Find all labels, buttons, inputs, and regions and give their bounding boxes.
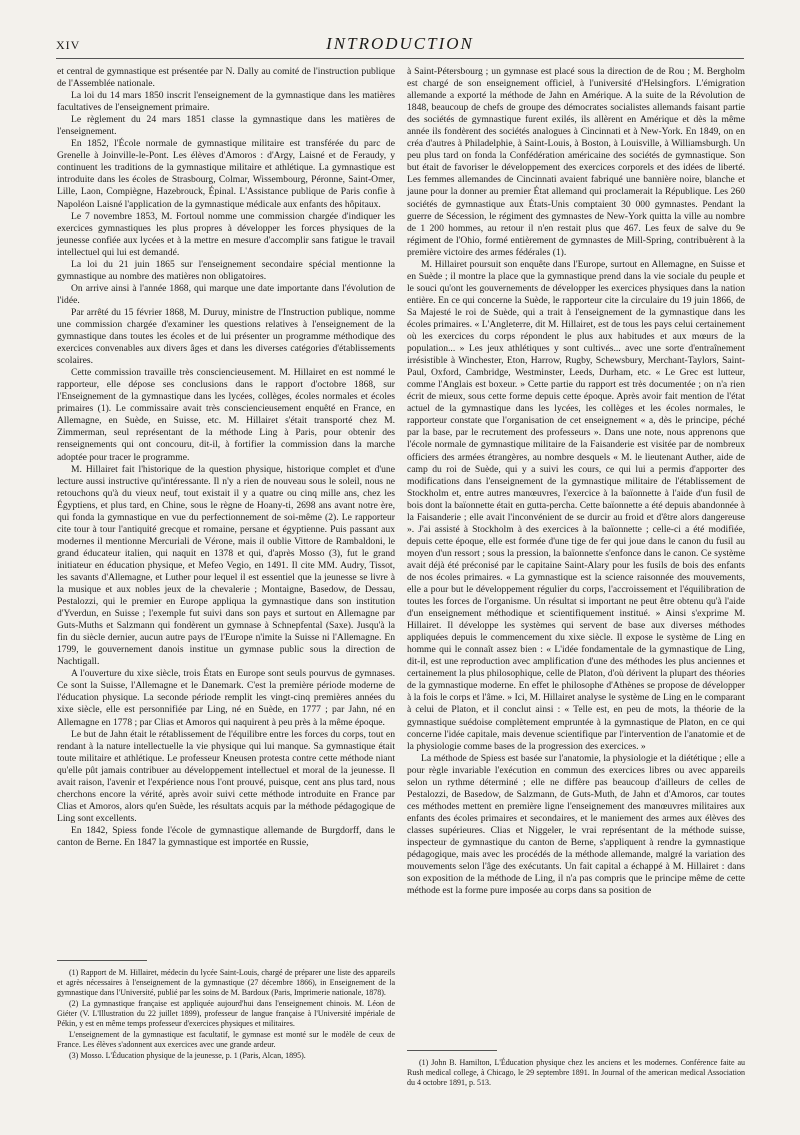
paragraph: En 1842, Spiess fonde l'école de gymnastique allemande de Burgdorff, dans le canton de Berne. En 1847 la gymnastique est importée en Russie,	[57, 824, 395, 848]
left-footnotes	[57, 968, 395, 1062]
paragraph: La méthode de Spiess est basée sur l'anatomie, la physiologie et la diététique ; elle a pour règle invariable l'exécution en commun des exercices libres ou avec appareils selon un rythme déterminé ; elle ne diffère pas beaucoup d'ailleurs de celles de Pestalozzi, de Basedow, de Salzmann, de Guts-Muth, de Jahn et d'Amoros, car toutes ces méthodes mettent en première ligne l'enseignement des manœuvres militaires aux enfants des écoles primaires et secondaires, et le maniement des armes aux élèves des classes supérieures. Clias et Niggeler, le vrai représentant de la méthode suisse, inspecteur de gymnastique du canton de Berne, s'appliquent à rendre la gymnastique pédagogique, mais avec les procédés de la méthode allemande, malgré la variation des mouvements selon l'âge des exécutants. Un fait capital a échappé à M. Hillairet : dans son exposition de la méthode de Ling, il n'a pas compris que le principe même de cette méthode est la forme pure imposée au corps dans sa position de	[407, 752, 745, 897]
paragraph: M. Hillairet poursuit son enquête dans l'Europe, surtout en Allemagne, en Suisse et en Suède ; il montre la place que la gymnastique prend dans la vie sociale du peuple et le souci qu'ont les gouvernements de développer les exercices physiques dans la nation entière. En ce qui concerne la Suède, le rapporteur cite la circulaire du 19 juin 1866, de Sa Majesté le roi de Suède, qui a trait à l'enseignement de la gymnastique dans les écoles primaires. « L'Angleterre, dit M. Hillairet, est de tous les pays celui certainement où les exercices du corps répondent le plus aux habitudes et aux mœurs de la population... » Les jeux athlétiques y sont cultivés... avec une sorte d'entraînement irrésistible à Winchester, Eton, Harrow, Rugby, Schewsbury, Merchant-Taylors, Saint-Paul, Oxford, Cambridge, Westminster, Leeds, Durham, etc. « Le Grec est lutteur, comme l'Anglais est boxeur. » Cette partie du rapport est très documentée ; on n'a rien écrit de mieux, sous cette forme depuis cette époque. Après avoir fait mention de l'état actuel de la gymnastique dans les lycées, les collèges et les écoles normales, le rapporteur constate que l'organisation de cet enseignement « a, dès le principe, péché par la base, par le recrutement des professeurs ». Dans une note, nous apprenons que l'école normale de gymnastique militaire de la Faisanderie est visitée par de nombreux officiers des armées étrangères, au nombre desquels « M. le lieutenant Auther, aide de camp du roi de Suède, qui y a suivi les cours, ce qui lui a permis d'apporter des modifications dans l'enseignement de la gymnastique militaire de l'établissement de Stockholm et, entre autres manœuvres, l'exercice à la baïonnette à l'aide d'un fusil de bois dont la baïonnette était en gutta-percha. Cette baïonnette a été depuis abandonnée à la Faisanderie ; elle avait l'inconvénient de se durcir au froid et d'être alors dangereuse ». J'ai assisté à Stockholm à des exercices à la baïonnette ; celle-ci a été modifiée, depuis cette époque, elle est formée d'une tige de fer qui joue dans le canon du fusil au moyen d'un ressort ; sous la pression, la baïonnette s'enfonce dans le canon. Ce système avait déjà été préconisé par le capitaine Saint-Alary pour les fusils de bois des enfants de nos écoles primaires. « La gymnastique est la science raisonnée des mouvements, elle a pour but le développement régulier du corps, l'accroissement et l'équilibration de toutes les forces de l'organisme. Un résultat si important ne peut être obtenu qu'à l'aide d'un enseignement méthodique et scientifiquement institué. » Ainsi s'exprime M. Hillairet. Il développe les systèmes qui servent de base aux diverses méthodes appliquées depuis le commencement du xixe siècle. Il expose le système de Ling en homme qui le connaît assez bien : « L'idée fondamentale de la gymnastique de Ling, dit-il, est une reproduction avec amplification d'une des méthodes les plus anciennes et certainement la plus philosophique, celle de Platon, d'où dérivent la plupart des théories de la gymnastique moderne. En effet le philosophe d'Athènes se propose de développer à la fois le corps et l'âme. » Ici, M. Hillairet analyse le système de Ling en le comparant à celui de Platon, et il conclut ainsi : « Telle est, en peu de mots, la théorie de la gymnastique suédoise complètement empruntée à la gymnastique de Platon, en ce qui concerne l'idée capitale, mais devenue scientifique par l'intervention de l'anatomie et de la physiologie comme bases de la progression des exercices. »	[407, 258, 745, 752]
footnote: (3) Mosso. L'Éducation physique de la jeunesse, p. 1 (Paris, Alcan, 1895).	[69, 1051, 306, 1060]
paragraph: A l'ouverture du xixe siècle, trois États en Europe sont seuls pourvus de gymnases. Ce sont la Suisse, l'Allemagne et le Danemark. C'est la première période moderne de l'éducation physique. La seconde période remplit les vingt-cinq premières années du xixe siècle, elle est personnifiée par Ling, né en Suède, en 1777 ; par Jahn, né en Allemagne en 1778 ; par Clias et Amoros qui naquirent à peu près à la même époque.	[57, 668, 395, 728]
footnote: (2) La gymnastique française est appliquée aujourd'hui dans l'enseignement chinois. M. Léon de Giéter (V. L'Illustration du 22 juillet 1899), professeur de langue française à l'Université impériale de Pékin, y est en même temps professeur d'exercices physiques et militaires.	[57, 999, 395, 1028]
right-column	[407, 66, 745, 897]
page-number: XIV	[56, 38, 81, 52]
footnote: (1) John B. Hamilton, L'Éducation physique chez les anciens et les modernes. Conférence faite au Rush medical college, à Chicago, le 29 septembre 1891. In Journal of the american medical Association du 4 octobre 1891, p. 513.	[407, 1058, 745, 1087]
paragraph: La loi du 21 juin 1865 sur l'enseignement secondaire spécial mentionne la gymnastique au nombre des matières non obligatoires.	[57, 258, 395, 282]
paragraph: On arrive ainsi à l'année 1868, qui marque une date importante dans l'évolution de l'idée.	[57, 282, 395, 306]
paragraph: Par arrêté du 15 février 1868, M. Duruy, ministre de l'Instruction publique, nomme une commission chargée d'examiner les questions relatives à l'enseignement de la gymnastique dans toutes les écoles et de lui présenter un programme méthodique des exercices convenables aux divers âges et dans les diverses catégories d'établissements scolaires.	[57, 306, 395, 367]
footnote-rule-left	[57, 960, 147, 961]
paragraph: M. Hillairet fait l'historique de la question physique, historique complet et d'une lecture aussi instructive qu'intéressante. Il n'y a rien de nouveau sous le soleil, nous ne retouchons qu'à du vieux neuf, tout existait il y a quatre ou cinq mille ans, chez les Égyptiens, et plus tard, en Chine, sous le règne de Hoany-ti, 2698 ans avant notre ère, qui fonda la gymnastique en vue du perfectionnement de soi-même (2). Le rapporteur cite tour à tour l'antiquité grecque et romaine, persane et égyptienne. Puis passant aux modernes il mentionne Mercuriali de Vérone, mais il oublie Vittore de Rambaldoni, le grand éducateur italien, qui naquit en 1378 et qui, d'après Mosso (3), fut le grand initiateur en éducation physique, et Mefeo Vegio, en 1491. Il cite MM. Audry, Tissot, les savants d'Allemagne, et Luther pour lequel il est essentiel que la jeunesse se livre à la musique et aux nobles jeux de la chevalerie ; Montaigne, Basedow, de Dessau, Pestalozzi, qui le premier en Europe appliqua la gymnastique dans son institution d'Yverdun, en Suisse ; l'exemple fut suivi dans son pays et surtout en Allemagne par Guts-Muths et Salzmann qui fondèrent un gymnase à Schnepfental (Saxe). Jusqu'à la fin du siècle dernier, aucun autre pays de l'Europe n'imite la Suisse ni l'Allemagne. En 1799, le gouvernement danois institue un gymnase public sous la direction de Nachtigall.	[57, 463, 395, 668]
paragraph: Le règlement du 24 mars 1851 classe la gymnastique dans les matières de l'enseignement.	[57, 114, 395, 138]
paragraph: à Saint-Pétersbourg ; un gymnase est placé sous la direction de de Rou ; M. Bergholm est chargé de son enseignement officiel, à l'université d'Helsingfors. L'émigration allemande a exporté la méthode de Jahn en Amérique. A la suite de la Révolution de 1848, beaucoup de chefs de groupe des démocrates socialistes allemands faisant partie des sociétés de gymnastique furent exilés, ils allèrent en Amérique et dès la même année ils fondèrent des sociétés analogues à Cincinnati et à New-York. En 1849, on en créa d'autres à Philadelphie, à Saint-Louis, à Boston, à Louisville, à Williamsburgh. Un peu plus tard on fonda la Confédération américaine des sociétés de gymnastique. Son but était de favoriser le développement des exercices corporels et des idées de liberté. Les femmes allemandes de Cincinnati avaient fabriqué une bannière noire, blanche et jaune pour la donner au premier État allemand qui proclamerait la République. Les 260 sociétés de gymnastique aux États-Unis comptaient 30 000 gymnastes. Pendant la guerre de Sécession, le régiment des gymnastes de New-York quitta la ville au nombre de 1 200 hommes, au retour il n'en restait plus que 467. Les feux de salve du 9e régiment de l'Ohio, formé entièrement de gymnastes de Mill-Spring, contribuèrent à la première victoire des armes fédérales (1).	[407, 66, 745, 258]
paragraph: La loi du 14 mars 1850 inscrit l'enseignement de la gymnastique dans les matières facultatives de l'enseignement primaire.	[57, 90, 395, 114]
paragraph: Le 7 novembre 1853, M. Fortoul nomme une commission chargée d'indiquer les exercices gymnastiques les plus propres à développer les forces physiques de la jeunesse confiée aux lycées et à la mettre en mesure d'accomplir sans fatigue le travail intellectuel qui lui est demandé.	[57, 210, 395, 258]
right-footnotes	[407, 1058, 745, 1089]
header-rule	[56, 58, 744, 59]
paragraph: et central de gymnastique est présentée par N. Dally au comité de l'instruction publique de l'Assemblée nationale.	[57, 66, 395, 90]
paragraph: Le but de Jahn était le rétablissement de l'équilibre entre les forces du corps, tout en rendant à la nature intellectuelle la vie physique qui lui manque. Sa gymnastique était toute militaire et athlétique. Le professeur Kneusen protesta contre cette méthode niant qu'elle pût jamais contribuer au développement intellectuel et moral de la jeunesse. Il avait raison, l'avenir et l'expérience nous l'ont prouvé, puisque, cent ans plus tard, nous cherchons encore la vérité, après avoir suivi cette méthode introduite en France par Clias et Amoros, alors qu'en Suède, les résultats acquis par la méthode pédagogique de Ling sont excellents.	[57, 728, 395, 824]
paragraph: Cette commission travaille très consciencieusement. M. Hillairet en est nommé le rapporteur, elle dépose ses conclusions dans le rapport d'octobre 1868, sur l'Enseignement de la gymnastique dans les lycées, collèges, écoles normales et écoles primaires (1). Le commissaire avait très consciencieusement enquêté en France, en Allemagne, en Suède, en Suisse, etc. M. Hillairet s'était transporté chez M. Zimmerman, seul représentant de la méthode Ling à Paris, pour obtenir des renseignements qui ont concouru, dit-il, à fortifier la commission dans la marche adoptée pour tracer le programme.	[57, 367, 395, 463]
footnote-rule-right	[407, 1050, 497, 1051]
paragraph: En 1852, l'École normale de gymnastique militaire est transférée du parc de Grenelle à Joinville-le-Pont. Les élèves d'Amoros : d'Argy, Laisné et de Feraudy, y continuent les traditions de la gymnastique militaire et athlétique. La gymnastique est introduite dans les écoles de Strasbourg, Colmar, Wissembourg, Péronne, Saint-Omer, Lille, Laon, Compiègne, Hazebrouck, Épinal. L'Assistance publique de Paris confie à Napoléon Laisné l'application de la gymnastique médicale aux enfants des hôpitaux.	[57, 138, 395, 210]
footnote: L'enseignement de la gymnastique est facultatif, le gymnase est monté sur le modèle de ceux de France. Les élèves s'adonnent aux exercices avec une grande ardeur.	[57, 1030, 395, 1049]
footnote: (1) Rapport de M. Hillairet, médecin du lycée Saint-Louis, chargé de préparer une liste des appareils et agrès nécessaires à l'enseignement de la gymnastique (27 décembre 1866), in Enseignement de la gymnastique dans l'Université, publié par les soins de M. Bardoux (Paris, Imprimerie nationale, 1878).	[57, 968, 395, 997]
left-column	[57, 66, 395, 849]
running-title: INTRODUCTION	[326, 34, 474, 53]
page-header	[56, 34, 744, 56]
